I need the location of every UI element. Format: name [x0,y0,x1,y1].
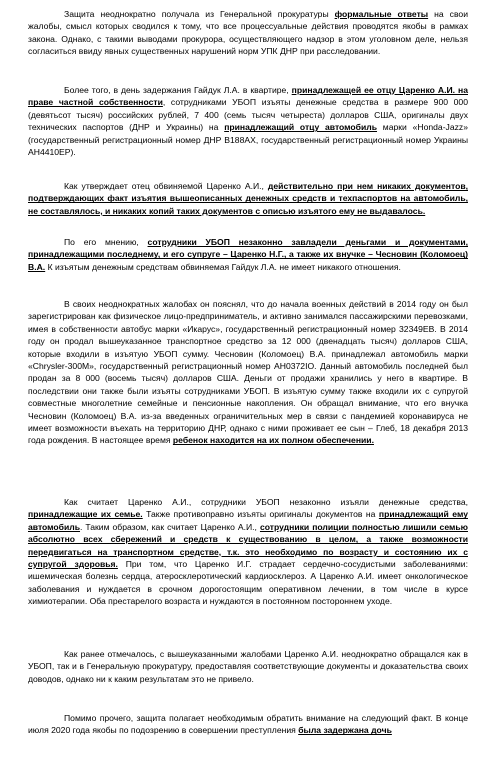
body-text: Как считает Царенко А.И., сотрудники УБОП незаконно изъяли денежные средства, [64,497,468,507]
body-text: К изъятым денежным средствам обвиняемая Гайдук Л.А. не имеет никакого отношения. [45,261,401,272]
paragraph-7 [28,648,468,685]
body-text: , сотрудниками УБОП изъяты денежные средства в размере 900 000 (девятьсот тысяч) российских рублей, 7 400 (семь тысяч четыреста) долларов США, оригиналы двух технических паспортов (ДНР и Украины) на [28,97,468,133]
paragraph-4 [28,236,468,273]
emphasized-text: принадлежащий ему автомобиль [28,509,468,532]
emphasized-text: сотрудники УБОП незаконно завладели деньгами и документами, принадлежащими последнему, и его супруге – Царенко Н.Г., а также их внучке – Чесновин (Коломоец) В.А. [28,237,468,272]
emphasized-text: формальные ответы [334,9,429,19]
body-text: Защита неоднократно получала из Генеральной прокуратуры [64,9,335,19]
body-text: Как утверждает отец обвиняемой Царенко А.И., [64,181,268,191]
paragraph-2 [28,84,468,158]
body-text: Более того, в день задержания Гайдук Л.А. в квартире, [64,85,292,95]
body-text: марки «Honda-Jazz» (государственный регистрационный номер ДНР В188АХ, государственный регистрационный номер Украины АН4410ЕР). [28,122,469,158]
paragraph-6 [28,496,468,608]
body-text: Как ранее отмечалось, с вышеуказанными жалобами Царенко А.И. неоднократно обращался как в УБОП, так и в Генеральную прокуратуру, предоставляя соответствующие документы и доказательства своих доводов, однако ни к каким результатам это не привело. [28,649,468,684]
body-text: При том, что Царенко И.Г. страдает сердечно-сосудистыми заболеваниями: ишемическая болезнь сердца, атеросклеротический кардиосклероз. А Царенко А.И. имеет онкологическое заболевания и нуждается в срочном дорогостоящим оперативном лечении, в том числе в курсе химиотерапии. Оба престарелого возраста и нуждаются в постоянном постороннем уходе. [28,559,468,607]
emphasized-text: принадлежащие их семье. [28,509,143,520]
emphasized-text: действительно при нем никаких документов, подтверждающих факт изъятия вышеописанных денежных средств и техпаспортов на автомобиль, не составлялось, и никаких копий таких документов с описью изъятого ему не выдавалось. [28,181,468,216]
emphasized-text: ребенок находится на их полном обеспечении. [172,435,374,446]
emphasized-text: была задержана дочь [298,725,392,736]
body-text: . Таким образом, как считает Царенко А.И., [80,521,260,532]
body-text: По его мнению, [64,237,148,247]
paragraph-5 [28,298,468,447]
paragraph-1 [28,8,468,58]
body-text: Помимо прочего, защита полагает необходимым обратить внимание на следующий факт. В конце июля 2020 года якобы по подозрению в совершении преступления [28,713,468,736]
body-text: В своих неоднократных жалобах он пояснял, что до начала военных действий в 2014 году он был зарегистрирован как физическое лицо-предприниматель, и активно занимался пассажирскими перевозками, имея в собственности автобус марки «Икарус», государственный регистрационный номер 32349ЕВ. В 2014 году он продал вышеуказанное транспортное средство за 12 000 (двенадцать тысяч) долларов США, которые входили в изъятую УБОП сумму. Чесновин (Коломоец) В.А. принадлежал автомобиль марки «Chrysler-300M», государственный регистрационный номер АН0372IО. Данный автомобиль последней был продан за 8 000 (восемь тысяч) долларов США. Деньги от продажи хранились у него в квартире. В последствии они также были изъяты сотрудниками УБОП. В изъятую сумму также входили их с супругой совместные многолетние семейные и пенсионные накопления. Он обращал внимание, что его внучка Чесновин (Коломоец) В.А. из-за введенных ограничительных мер в связи с пандемией коронавируса не имеет возможности въехать на территорию ДНР, однако с ними проживает ее сын – Глеб, 18 декабря 2013 года рождения. В настоящее время [28,299,468,446]
paragraph-3 [28,180,468,217]
body-text: на свои жалобы, смысл которых сводился к тому, что все процессуальные действия проводятся якобы в рамках закона. Однако, с такими выводами прокурора, осуществляющего надзор в этом уголовном деле, нельзя согласиться ввиду явных существенных нарушений норм УПК ДНР при расследовании. [28,9,468,57]
emphasized-text: принадлежащей ее отцу Царенко А.И. на праве частной собственности [28,85,468,108]
emphasized-text: сотрудники полиции полностью лишили семью абсолютно всех сбережений и средств к существованию в целом, а также возможности передвигаться на транспортном средстве, т.к. это необходимо по возрасту и состоянию их с супругой здоровья. [28,521,468,570]
body-text: Также противоправно изъяты оригиналы документов на [142,509,379,520]
emphasized-text: принадлежащий отцу автомобиль [224,122,378,133]
paragraph-8 [28,712,468,737]
